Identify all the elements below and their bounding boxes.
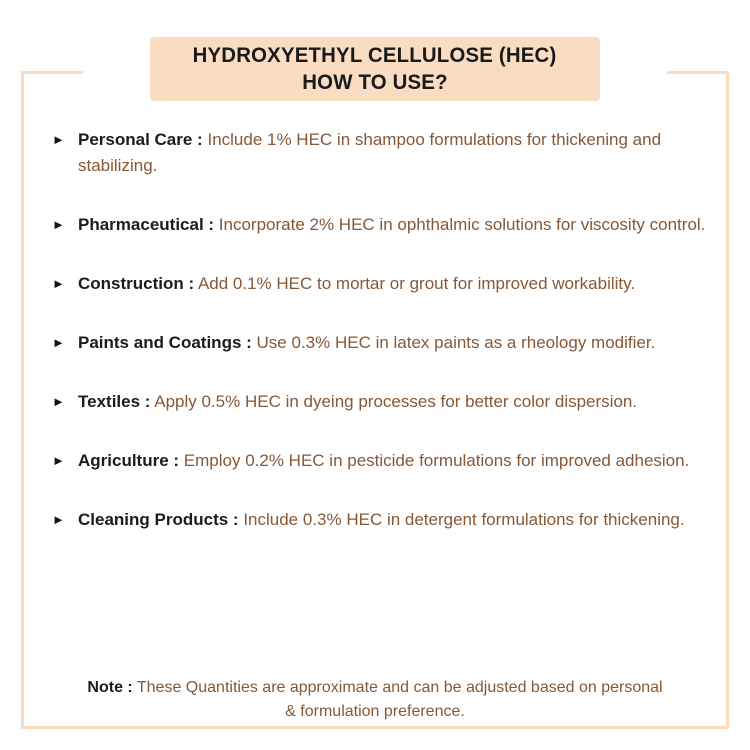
list-item-pharmaceutical	[52, 212, 712, 238]
footnote	[85, 676, 665, 724]
footnote-text: These Quantities are approximate and can be adjusted based on personal & formulation preference.	[136, 679, 663, 720]
frame-left-line	[21, 71, 24, 729]
frame-top-left-line	[21, 71, 83, 74]
footnote-label: Note :	[87, 679, 133, 696]
list-item-body	[78, 271, 712, 297]
list-item-body	[78, 127, 712, 179]
list-item-body	[78, 507, 712, 533]
list-item-description: Include 1% HEC in shampoo formulations for thickening and stabilizing.	[78, 130, 662, 175]
arrow-bullet-icon: ►	[52, 512, 65, 527]
list-item-body	[78, 212, 712, 238]
title-banner	[150, 37, 600, 101]
arrow-bullet-icon: ►	[52, 276, 65, 291]
arrow-bullet-icon: ►	[52, 335, 65, 350]
list-item-description: Employ 0.2% HEC in pesticide formulations for improved adhesion.	[183, 451, 690, 470]
list-item-label: Paints and Coatings :	[78, 333, 252, 352]
list-item-cleaning-products	[52, 507, 712, 533]
arrow-bullet-icon: ►	[52, 217, 65, 232]
list-item-description: Use 0.3% HEC in latex paints as a rheology modifier.	[256, 333, 656, 352]
list-item-description: Apply 0.5% HEC in dyeing processes for better color dispersion.	[154, 392, 638, 411]
list-item-label: Textiles :	[78, 392, 151, 411]
page-title-line2: HOW TO USE?	[302, 71, 448, 94]
list-item-body	[78, 330, 712, 356]
list-item-textiles	[52, 389, 712, 415]
frame-right-line	[726, 71, 729, 729]
list-item-description: Include 0.3% HEC in detergent formulations for thickening.	[243, 510, 685, 529]
arrow-bullet-icon: ►	[52, 132, 65, 147]
list-item-paints-coatings	[52, 330, 712, 356]
page-title-line1: HYDROXYETHYL CELLULOSE (HEC)	[193, 44, 557, 67]
list-item-label: Pharmaceutical :	[78, 215, 215, 234]
list-item-label: Agriculture :	[78, 451, 180, 470]
list-item-agriculture	[52, 448, 712, 474]
list-item-personal-care	[52, 127, 712, 179]
list-item-construction	[52, 271, 712, 297]
arrow-bullet-icon: ►	[52, 453, 65, 468]
list-item-body	[78, 389, 712, 415]
list-item-label: Construction :	[78, 274, 195, 293]
frame-bottom-line	[21, 726, 729, 729]
usage-list	[52, 127, 712, 566]
list-item-label: Personal Care :	[78, 130, 203, 149]
list-item-label: Cleaning Products :	[78, 510, 239, 529]
list-item-description: Incorporate 2% HEC in ophthalmic solutions for viscosity control.	[218, 215, 706, 234]
list-item-description: Add 0.1% HEC to mortar or grout for improved workability.	[197, 274, 636, 293]
list-item-body	[78, 448, 712, 474]
arrow-bullet-icon: ►	[52, 394, 65, 409]
frame-top-right-line	[667, 71, 729, 74]
